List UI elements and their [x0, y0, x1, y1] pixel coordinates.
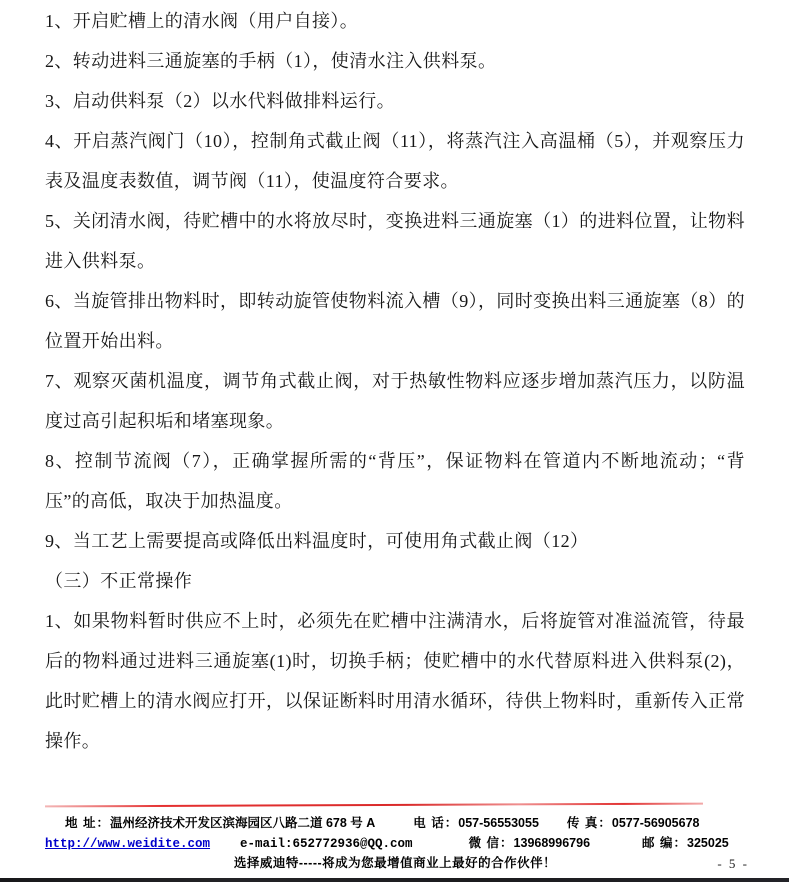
paragraph: 9、当工艺上需要提高或降低出料温度时，可使用角式截止阀（12）	[45, 531, 589, 551]
email-text: e-mail:652772936@QQ.com	[240, 837, 413, 851]
phone-value: 057-56553055	[458, 816, 539, 830]
address-label: 地 址：	[65, 816, 110, 830]
paragraph: 2、转动进料三通旋塞的手柄（1），使清水注入供料泵。	[45, 51, 497, 71]
footer-line-2	[45, 833, 745, 854]
page-number: - 5 -	[717, 856, 749, 871]
zip-value: 325025	[687, 836, 729, 850]
fax-label: 传 真：	[566, 816, 612, 830]
fax-value: 0577-56905678	[611, 816, 700, 830]
paragraph: 3、启动供料泵（2）以水代料做排料运行。	[45, 91, 395, 111]
phone-label: 电 话：	[413, 816, 459, 830]
paragraph: 8、控制节流阀（7），正确掌握所需的“背压”，保证物料在管道内不断地流动；“背压”的高低，取决于加热温度。	[45, 451, 745, 511]
document-body	[45, 0, 745, 761]
window-bottom-edge	[0, 878, 789, 882]
paragraph: 4、开启蒸汽阀门（10），控制角式截止阀（11），将蒸汽注入高温桶（5），并观察压力表及温度表数值，调节阀（11），使温度符合要求。	[45, 131, 745, 191]
paragraph: 1、如果物料暂时供应不上时，必须先在贮槽中注满清水，后将旋管对准溢流管，待最后的物料通过进料三通旋塞(1)时，切换手柄；使贮槽中的水代替原料进入供料泵(2)，此时贮槽上的清水阀应打开，以保证断料时用清水循环，待供上物料时，重新传入正常操作。	[45, 611, 745, 751]
wechat-value: 13968996796	[513, 836, 591, 850]
footer-line-1	[45, 813, 745, 833]
paragraph: 5、关闭清水阀，待贮槽中的水将放尽时，变换进料三通旋塞（1）的进料位置，让物料进入供料泵。	[45, 211, 745, 271]
website-link[interactable]: http://www.weidite.com	[45, 837, 211, 851]
paragraph: 6、当旋管排出物料时，即转动旋管使物料流入槽（9），同时变换出料三通旋塞（8）的位置开始出料。	[45, 291, 745, 351]
wechat-label: 微 信：	[468, 836, 514, 850]
paragraph: 7、观察灭菌机温度，调节角式截止阀，对于热敏性物料应逐步增加蒸汽压力，以防温度过高引起积垢和堵塞现象。	[45, 371, 745, 431]
address-value: 温州经济技术开发区滨海园区八路二道 678 号 A	[109, 816, 376, 830]
section-heading: （三）不正常操作	[45, 571, 193, 591]
paragraph: 1、开启贮槽上的清水阀（用户自接）。	[45, 11, 359, 31]
footer-divider-rule	[45, 803, 703, 808]
footer-slogan: 选择威迪特-----将成为您最增值商业上最好的合作伙伴！	[233, 856, 557, 870]
zip-label: 邮 编：	[642, 836, 688, 850]
page-footer	[45, 813, 745, 873]
